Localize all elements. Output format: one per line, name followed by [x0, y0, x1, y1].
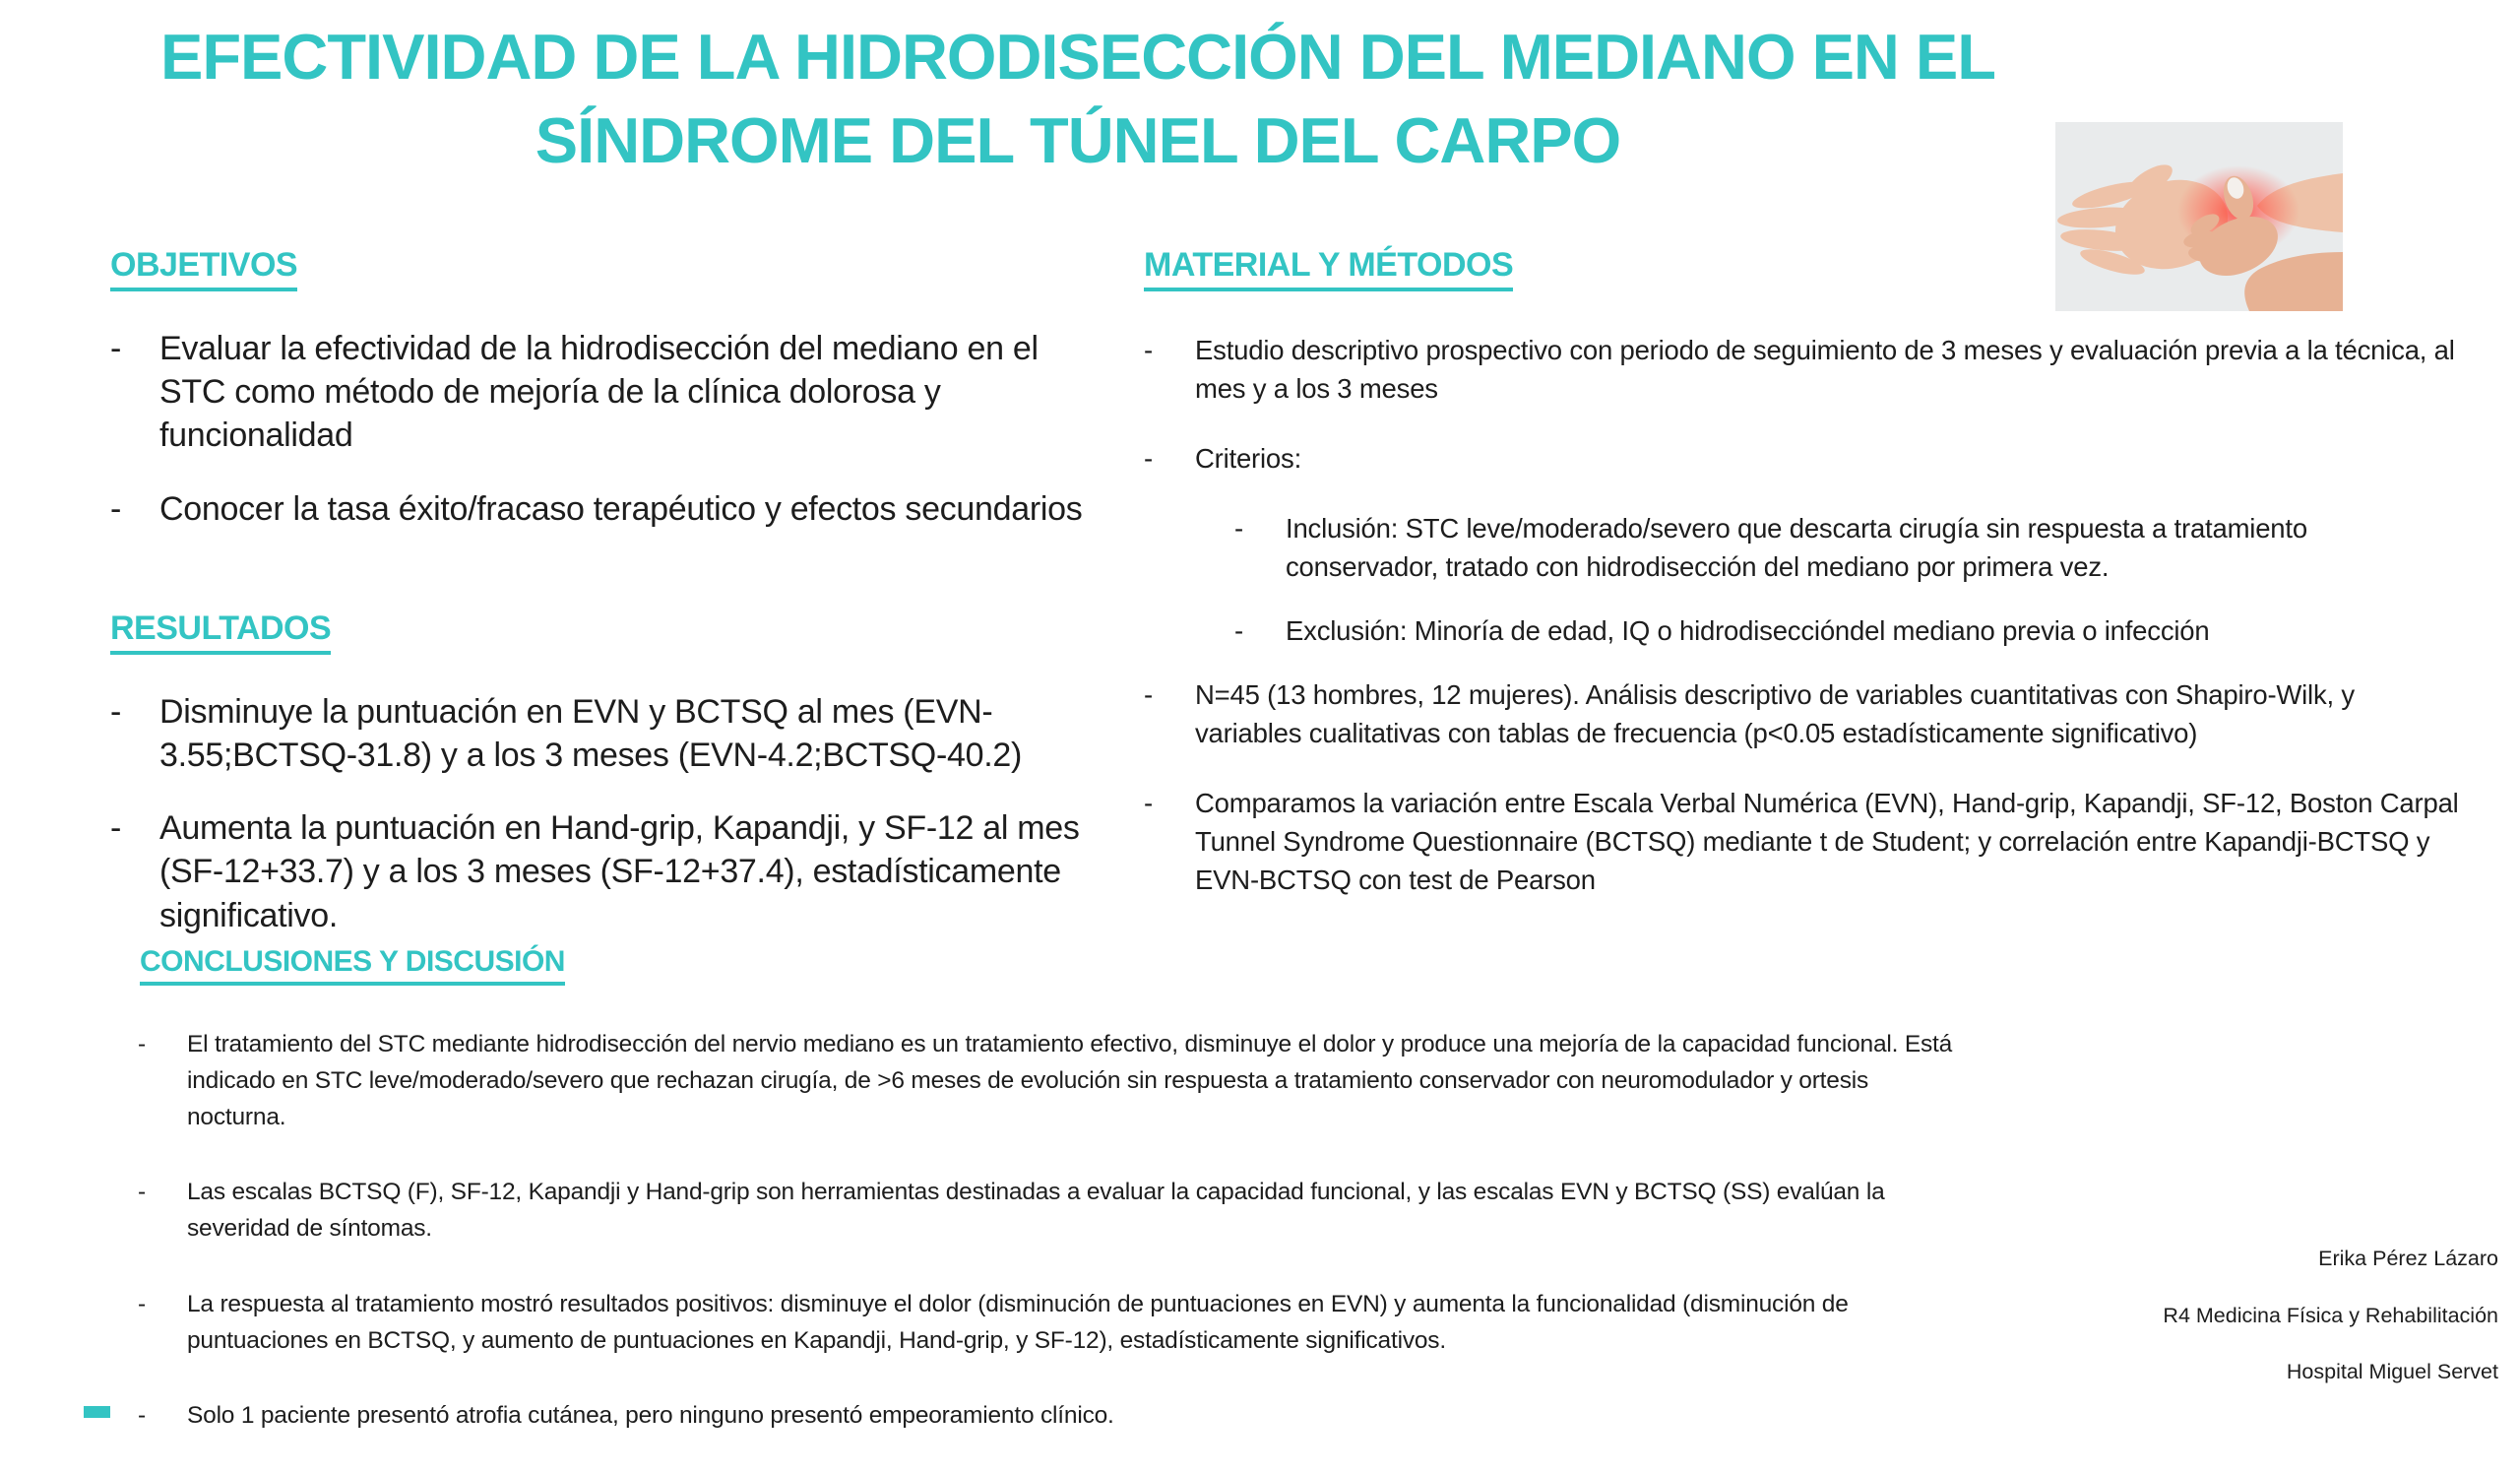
list-item-text: La respuesta al tratamiento mostró resultados positivos: disminuye el dolor (disminución de puntuaciones en EVN) y aumenta la funcionalidad (disminución de puntuaciones en BCTSQ, y aumento de puntuaciones en Kapandji, Hand-grip, y SF-12), estadísticamente significativos.	[187, 1290, 1849, 1354]
list-item-text: Disminuye la puntuación en EVN y BCTSQ al mes (EVN-3.55;BCTSQ-31.8) y a los 3 meses (EVN-4.2;BCTSQ-40.2)	[159, 692, 1022, 774]
material-metodos-column	[1144, 246, 2463, 931]
list-item	[130, 1027, 1961, 1135]
bullet-dash: -	[138, 1402, 146, 1430]
list-item	[130, 1287, 1961, 1360]
list-item-text: Aumenta la puntuación en Hand-grip, Kapandji, y SF-12 al mes (SF-12+33.7) y a los 3 meses (SF-12+37.4), estadísticamente significativo.	[159, 809, 1080, 934]
resultados-heading: RESULTADOS	[110, 609, 331, 655]
sub-list-item	[1234, 509, 2463, 586]
list-item	[1144, 331, 2463, 408]
list-item	[110, 690, 1090, 777]
bullet-dash: -	[1144, 443, 1153, 475]
list-item	[130, 1398, 1961, 1435]
resultados-list	[110, 690, 1090, 937]
list-item	[1144, 675, 2463, 752]
title-line-2: SÍNDROME DEL TÚNEL DEL CARPO	[535, 103, 1621, 176]
bullet-dash: -	[1144, 788, 1153, 819]
list-item	[1144, 784, 2463, 899]
list-item	[110, 806, 1090, 937]
author-block	[2163, 1249, 2498, 1419]
sub-list-item-text: Inclusión: STC leve/moderado/severo que descarta cirugía sin respuesta a tratamiento conservador, tratado con hidrodisección del mediano por primera vez.	[1286, 513, 2307, 583]
list-item	[1144, 439, 2463, 478]
list-item-text: El tratamiento del STC mediante hidrodisección del nervio mediano es un tratamiento efectivo, disminuye el dolor y produce una mejoría de la capacidad funcional. Está indicado en STC leve/moderado/severo que rechazan cirugía, de >6 meses de evolución sin respuesta a tratamiento conservador con neuromodulador y ortesis nocturna.	[187, 1031, 1953, 1130]
bullet-dash: -	[110, 489, 122, 528]
list-item-text: N=45 (13 hombres, 12 mujeres). Análisis descriptivo de variables cuantitativas con Shapiro-Wilk, y variables cualitativas con tablas de frecuencia (p<0.05 estadísticamente significativo)	[1195, 679, 2355, 749]
conclusions-section	[130, 945, 1961, 1474]
corner-accent-bar	[84, 1406, 110, 1418]
list-item	[110, 327, 1090, 458]
bullet-dash: -	[110, 809, 122, 848]
author-hospital: Hospital Miguel Servet	[2286, 1360, 2498, 1383]
left-column	[110, 246, 1090, 967]
sub-list-item-text: Exclusión: Minoría de edad, IQ o hidrodiseccióndel mediano previa o infección	[1286, 615, 2210, 647]
material-metodos-heading: MATERIAL Y MÉTODOS	[1144, 246, 1513, 291]
bullet-dash: -	[1234, 513, 1243, 545]
list-item	[110, 487, 1090, 531]
sub-list-item	[1234, 611, 2463, 650]
bullet-dash: -	[1234, 615, 1243, 647]
list-item-text: Criterios:	[1195, 443, 1302, 475]
list-item-text: Las escalas BCTSQ (F), SF-12, Kapandji y Hand-grip son herramientas destinadas a evaluar la capacidad funcional, y las escalas EVN y BCTSQ (SS) evalúan la severidad de síntomas.	[187, 1179, 1885, 1242]
objetivos-list	[110, 327, 1090, 531]
list-item-text: Evaluar la efectividad de la hidrodisección del mediano en el STC como método de mejoría de la clínica dolorosa y funcionalidad	[159, 330, 1039, 455]
list-item-text: Conocer la tasa éxito/fracaso terapéutico y efectos secundarios	[159, 489, 1083, 528]
title-line-1: EFECTIVIDAD DE LA HIDRODISECCIÓN DEL MEDIANO EN EL	[159, 21, 1995, 93]
list-item-text: Comparamos la variación entre Escala Verbal Numérica (EVN), Hand-grip, Kapandji, SF-12, Boston Carpal Tunnel Syndrome Questionnaire (BCTSQ) mediante t de Student; y correlación entre Kapandji-BCTSQ y EVN-BCTSQ con test de Pearson	[1195, 788, 2459, 896]
poster-title	[39, 16, 2116, 182]
bullet-dash: -	[1144, 679, 1153, 711]
bullet-dash: -	[110, 692, 122, 731]
bullet-dash: -	[138, 1290, 146, 1317]
objetivos-heading: OBJETIVOS	[110, 246, 297, 291]
bullet-dash: -	[138, 1031, 146, 1057]
author-role: R4 Medicina Física y Rehabilitación	[2163, 1303, 2498, 1327]
bullet-dash: -	[110, 330, 122, 367]
list-item	[130, 1175, 1961, 1248]
list-item-text: Estudio descriptivo prospectivo con periodo de seguimiento de 3 meses y evaluación previa a la técnica, al mes y a los 3 meses	[1195, 335, 2455, 405]
author-name: Erika Pérez Lázaro	[2318, 1247, 2498, 1270]
list-item-text: Solo 1 paciente presentó atrofia cutánea, pero ninguno presentó empeoramiento clínico.	[187, 1402, 1114, 1430]
bullet-dash: -	[138, 1179, 146, 1206]
conclusiones-heading: CONCLUSIONES Y DISCUSIÓN	[140, 945, 565, 986]
bullet-dash: -	[1144, 335, 1153, 365]
